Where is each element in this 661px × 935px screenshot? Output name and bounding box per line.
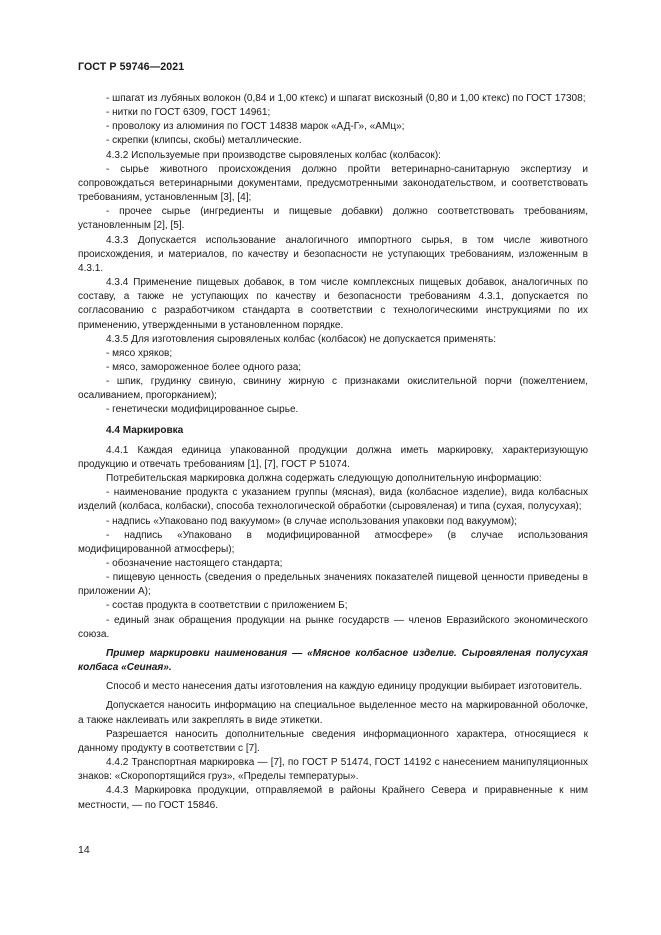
document-header: ГОСТ Р 59746—2021 [78,61,185,73]
list-item: - проволоку из алюминия по ГОСТ 14838 марок «АД-Г», «АМц»; [106,121,405,133]
list-item: - сырье животного происхождения должно пройти ветеринарно-санитарную экспертизу и сопровождаться ветеринарными документами, предусмотренными законодательством, и соответствовать требованиям, установленным [3], [4]; [78,163,588,204]
paragraph: Разрешается наносить дополнительные сведения информационного характера, относящиеся к данному продукту в соответствии с [7]. [78,728,588,754]
list-item: - шпагат из лубяных волокон (0,84 и 1,00 ктекс) и шпагат вискозный (0,80 и 1,00 ктекс) по ГОСТ 17308; [106,93,586,104]
list-item: - состав продукта в соответствии с приложением Б; [106,600,348,612]
list-item: - прочее сырье (ингредиенты и пищевые добавки) должно соответствовать требованиям, установленным [2], [5]. [78,206,588,232]
example-note: Пример маркировки наименования — «Мясное колбасное изделие. Сыровяленая полусухая колбаса «Сеиная». [78,647,588,674]
page-number: 14 [78,844,90,856]
list-item: - надпись «Упаковано под вакуумом» (в случае использования упаковки под вакуумом); [106,515,518,527]
list-item: - скрепки (клипсы, скобы) металлические. [106,135,302,147]
list-item: - генетически модифицированное сырье. [106,404,299,416]
paragraph: Способ и место нанесения даты изготовления на каждую единицу продукции выбирает изготовитель. [106,681,583,693]
list-item: - мясо хряков; [106,347,173,359]
clause-4-3-5: 4.3.5 Для изготовления сыровяленых колбас (колбасок) не допускается применять: [106,333,497,345]
clause-4-4-2: 4.4.2 Транспортная маркировка — [7], по ГОСТ Р 51474, ГОСТ 14192 с нанесением манипуляционных знаков: «Скоропортящийся груз», «Пределы температуры». [78,757,588,783]
list-item: - наименование продукта с указанием группы (мясная), вида (колбасное изделие), вида колбасных изделий (колбаса, колбаски), способа технологической обработки (сыровяленая) и типа (сухая, полусухая); [78,487,588,513]
paragraph: Потребительская маркировка должна содержать следующую дополнительную информацию: [106,473,542,485]
clause-4-3-2: 4.3.2 Используемые при производстве сыровяленых колбас (колбасок): [106,149,441,161]
document-body [78,92,588,813]
list-item: - надпись «Упаковано в модифицированной атмосфере» (в случае использования модифицированной атмосферы); [78,529,588,555]
section-heading-4-4: 4.4 Маркировка [106,424,184,436]
list-item: - нитки по ГОСТ 6309, ГОСТ 14961; [106,107,271,119]
list-item: - обозначение настоящего стандарта; [106,558,283,569]
list-item: - шпик, грудинку свиную, свинину жирную с признаками окислительной порчи (пожелтением, осаливанием, прогорканием); [78,376,588,402]
clause-4-3-4: 4.3.4 Применение пищевых добавок, в том числе комплексных пищевых добавок, аналогичных по составу, а также не уступающих по качеству и безопасности требованиям 4.3.1, допускается по согласованию с разработчиком стандарта в соответствии с технологическими инструкциями по их применению, утвержденными в установленном порядке. [78,277,588,331]
clause-4-4-3: 4.4.3 Маркировка продукции, отправляемой в районы Крайнего Севера и приравненные к ним местности, — по ГОСТ 15846. [78,785,588,811]
clause-4-4-1: 4.4.1 Каждая единица упакованной продукции должна иметь маркировку, характеризующую продукцию и отвечать требованиям [1], [7], ГОСТ Р 51074. [78,444,588,470]
clause-4-3-3: 4.3.3 Допускается использование аналогичного импортного сырья, в том числе животного происхождения, и материалов, по качеству и безопасности не уступающих требованиям, изложенным в 4.3.1. [78,234,588,274]
list-item: - мясо, замороженное более одного раза; [106,361,302,373]
list-item: - пищевую ценность (сведения о предельных значениях показателей пищевой ценности приведены в приложении А); [78,572,588,598]
list-item: - единый знак обращения продукции на рынке государств — членов Евразийского экономического союза. [78,614,588,640]
paragraph: Допускается наносить информацию на специальное выделенное место на маркированной оболочке, а также наклеивать или закреплять в виде этикетки. [78,700,588,726]
